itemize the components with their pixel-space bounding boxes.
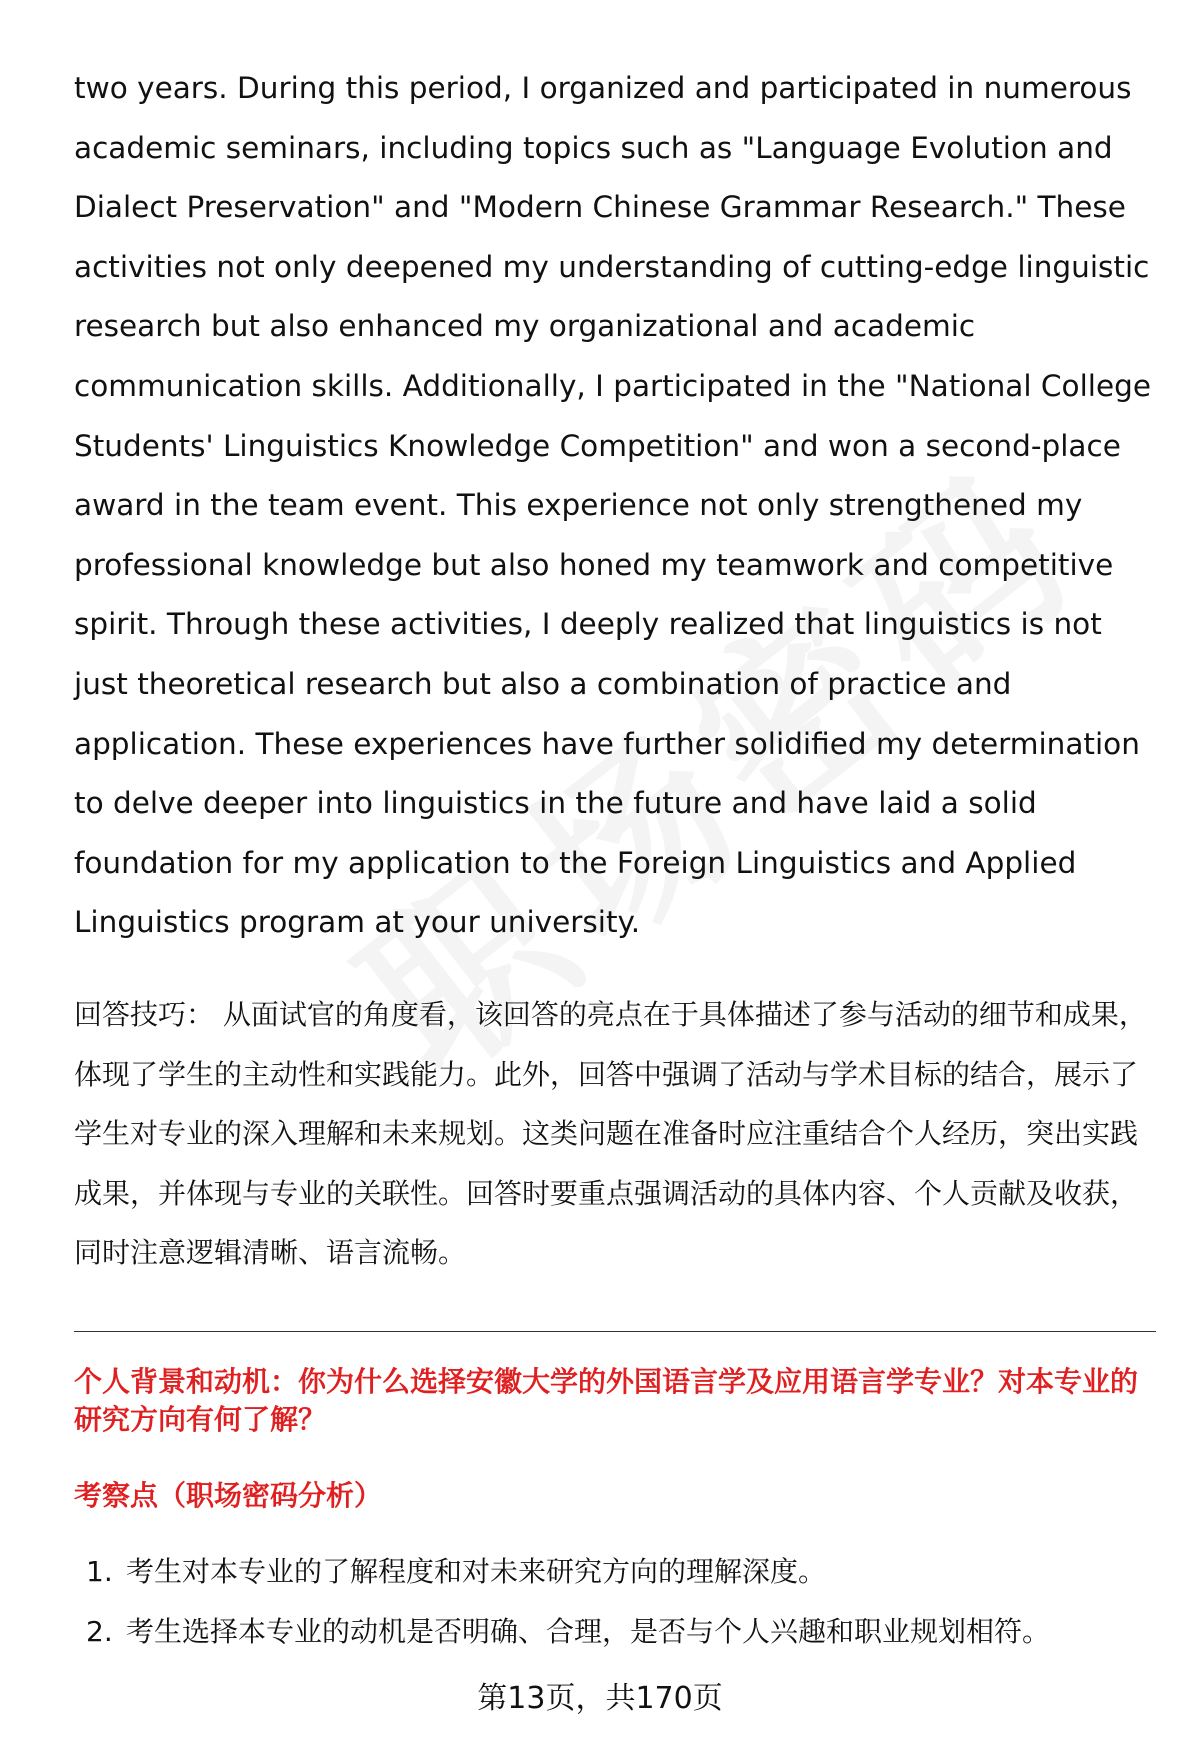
question-heading: 个人背景和动机：你为什么选择安徽大学的外国语言学及应用语言学专业？对本专业的研究方向有何了解？ [74, 1365, 1139, 1436]
answer-paragraph: two years. During this period, I organized and participated in numerous academic seminars, including topics such as "Language Evolution and Dialect Preservation" and "Modern Chinese Grammar Research." These activities not only deepened my understanding of cutting-edge linguistic research but also enhanced my organizational and academic communication skills. Additionally, I participated in the "National College Students' Linguistics Knowledge Competition" and won a second-place award in the team event. This experience not only strengthened my professional knowledge but also honed my teamwork and competitive spirit. Through these activities, I deeply realized that linguistics is not just theoretical research but also a combination of practice and application. These experiences have further solidified my determination to delve deeper into linguistics in the future and have laid a solid foundation for my application to the Foreign Linguistics and Applied Linguistics program at your university. [74, 71, 1151, 940]
assessment-points-list [86, 1550, 1050, 1670]
list-item-text: 考生对本专业的了解程度和对未来研究方向的理解深度。 [126, 1555, 827, 1588]
tips-text: 从面试官的角度看，该回答的亮点在于具体描述了参与活动的细节和成果，体现了学生的主动性和实践能力。此外，回答中强调了活动与学术目标的结合，展示了学生对专业的深入理解和未来规划。这类问题在准备时应注重结合个人经历，突出实践成果，并体现与专业的关联性。回答时要重点强调活动的具体内容、个人贡献及收获，同时注意逻辑清晰、语言流畅。 [74, 998, 1147, 1269]
list-item [86, 1550, 1050, 1610]
section-divider [74, 1331, 1156, 1332]
list-item [86, 1610, 1050, 1670]
page-number: 第13页，共170页 [477, 1681, 723, 1716]
list-item-number: 1. [86, 1555, 113, 1588]
list-item-number: 2. [86, 1615, 113, 1648]
list-item-text: 考生选择本专业的动机是否明确、合理，是否与个人兴趣和职业规划相符。 [126, 1615, 1051, 1648]
assessment-points-heading: 考察点（职场密码分析） [74, 1479, 383, 1512]
tips-paragraph [74, 985, 1164, 1283]
tips-label: 回答技巧： [74, 998, 215, 1031]
